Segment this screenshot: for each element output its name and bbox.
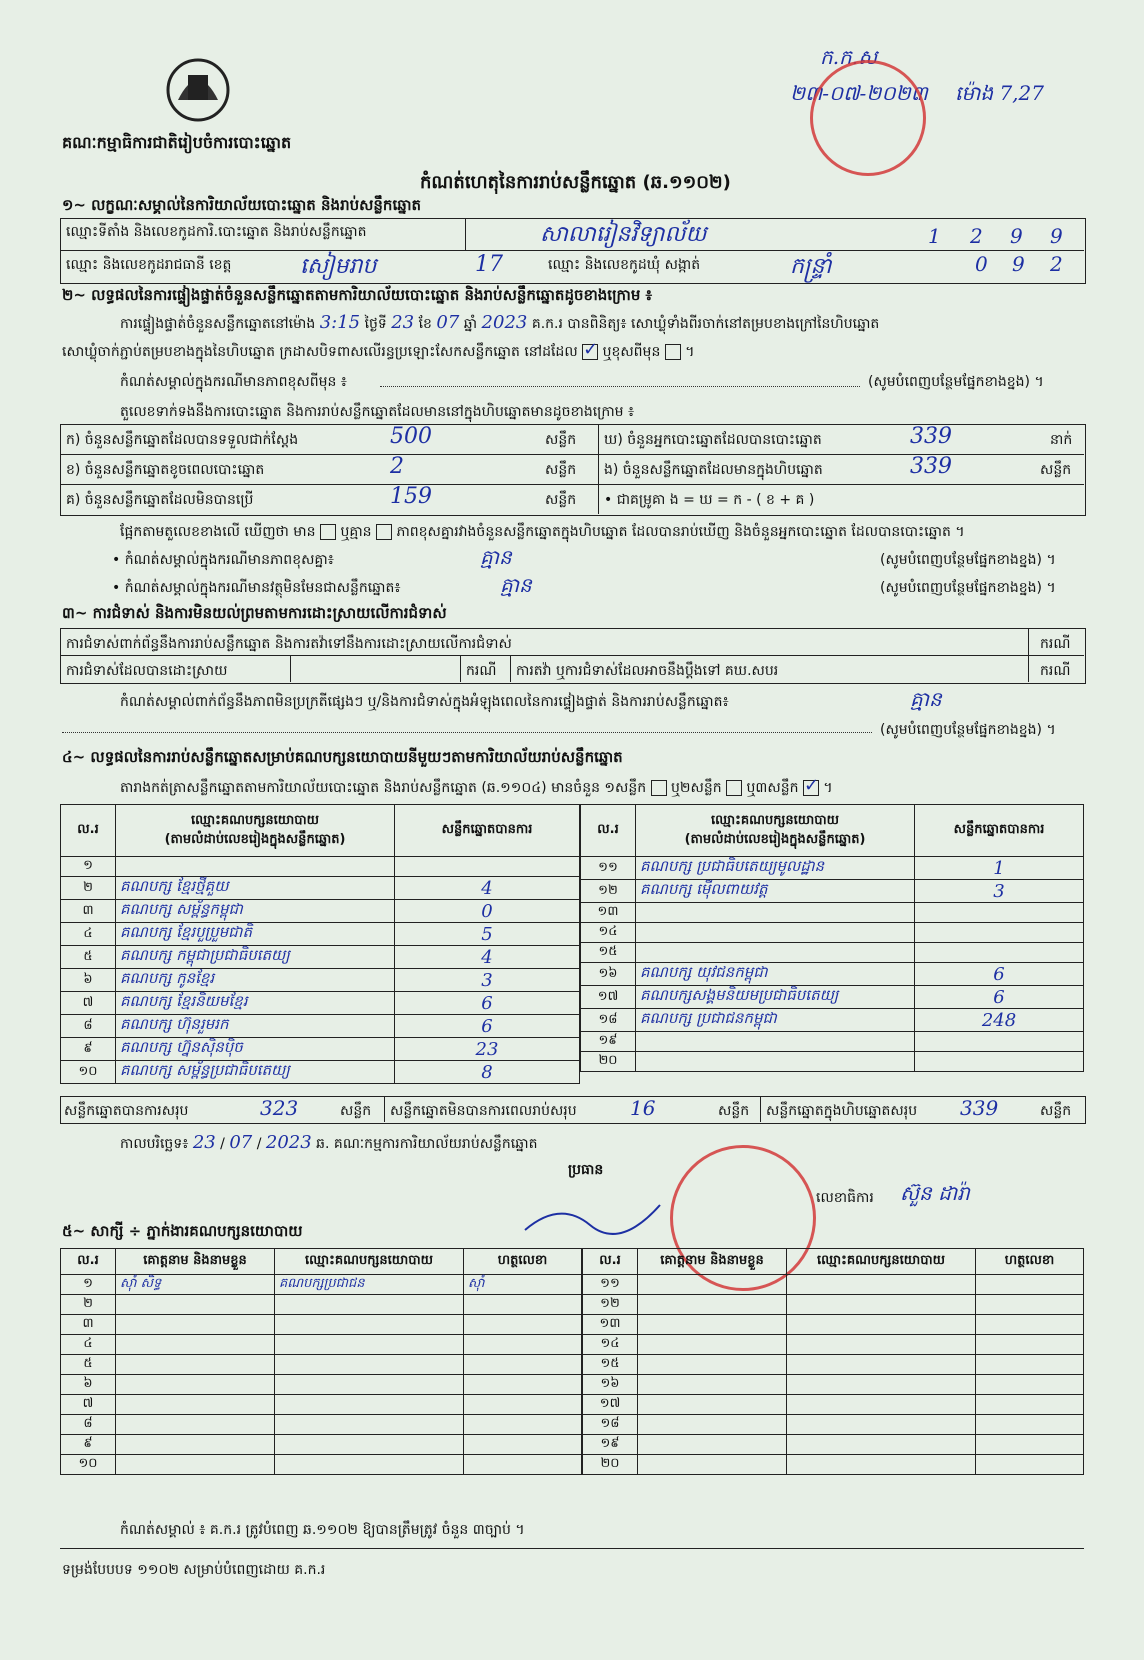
witness-row — [61, 1415, 582, 1435]
footer-note: កំណត់សម្គាល់ ៖ គ.ក.រ ត្រូវបំពេញ ឆ.១១០២ ឱ្យបានត្រឹមត្រូវ ចំនួន ៣ច្បាប់ ។ — [120, 1522, 525, 1538]
vote-count: 6 — [915, 986, 1084, 1009]
s4-sub: តារាងកត់ត្រាសន្លឹកឆ្នោតតាមការិយាល័យបោះឆ្នោត និងរាប់សន្លឹកឆ្នោត (ឆ.១១០៤) មានចំនួន ១សន្លឹក ឬ២សន្លឹក ឬ៣សន្លឹក ✓ ។ — [120, 778, 833, 799]
count-a-label: ក) ចំនួនសន្លឹកឆ្នោតដែលបានទទួលជាក់ស្តែង — [66, 432, 299, 448]
result-row — [61, 900, 580, 923]
count-a-value: 500 — [390, 424, 432, 449]
witness-no: ២០ — [583, 1455, 638, 1475]
witness-row — [61, 1335, 582, 1355]
witness-cell — [976, 1315, 1084, 1335]
witness-name — [116, 1455, 275, 1475]
witness-no: ៩ — [61, 1435, 116, 1455]
s3-note: កំណត់សម្គាល់ពាក់ព័ន្ធនឹងភាពមិនប្រក្រតីផ្សេងៗ ឬ/និងការជំទាស់ក្នុងអំឡុងពេលនៃការផ្ទៀងផ្ទាត់ និងការរាប់សន្លឹកឆ្នោត៖ — [120, 694, 729, 710]
witness-cell — [787, 1395, 976, 1415]
witness-party — [275, 1295, 464, 1315]
witness-name: ស៊ាំ សិទ្ធ — [116, 1275, 275, 1295]
count-e-label: ង) ចំនួនសន្លឹកឆ្នោតដែលមានក្នុងហិបឆ្នោត — [604, 462, 823, 478]
witness-row — [583, 1335, 1084, 1355]
check-day: 23 — [391, 312, 415, 333]
witness-sign — [464, 1355, 582, 1375]
witness-party — [275, 1455, 464, 1475]
chair-signature-icon — [520, 1190, 670, 1250]
chair-label: ប្រធាន — [568, 1162, 604, 1178]
witness-cell — [787, 1455, 976, 1475]
witness-cell — [787, 1375, 976, 1395]
witness-no: ១៩ — [583, 1435, 638, 1455]
witness-cell — [638, 1315, 787, 1335]
s3-note-value: គ្មាន — [910, 687, 942, 711]
s4-heading: ៤~ លទ្ធផលនៃការរាប់សន្លឹកឆ្នោតសម្រាប់គណបក្សនយោបាយនីមួយៗតាមការិយាល័យរាប់សន្លឹកឆ្នោត — [62, 748, 623, 766]
results-table-left: ល.រ ឈ្មោះគណបក្សនយោបាយ (តាមលំដាប់លេខរៀងក្នុងសន្លឹកឆ្នោត) សន្លឹកឆ្នោតបានការ ១ ២ គណបក្ស ខ្មែរថ្មីគួយ 4 ៣ គណបក្ស សម្ព័ន្ធកម្ពុជា 0 ៤ គណបក្ស ខ្មែរបួប្រួមជាតិ 5 ៥ គណបក្ស កម្ពុជាប្រជាធិបតេយ្យ 4 ៦ គណបក្ស កូនខ្មែរ 3 ៧ គណបក្ស ខ្មែរនិយមខ្មែរ 6 ៨ គណបក្ស ហ៊ុនរួមរក 6 ៩ គណបក្ស ហ្វ៊ុនស៊ិនប៉ិច 23 ១០ គណបក្ស សម្ព័ន្ធប្រជាធិបតេយ្យ 8 — [60, 804, 580, 1084]
result-row — [581, 857, 1084, 880]
witness-name — [116, 1415, 275, 1435]
secretary-name: ស៊ួន ដារ៉ា — [900, 1181, 970, 1205]
vote-count — [395, 857, 580, 877]
s3-heading: ៣~ ការជំទាស់ និងការមិនយល់ព្រមតាមការដោះស្រាយលើការជំទាស់ — [62, 604, 447, 622]
witness-row — [583, 1355, 1084, 1375]
vote-count — [915, 923, 1084, 943]
station-code-2: 2 — [970, 224, 983, 248]
result-row — [581, 1032, 1084, 1052]
witness-cell — [976, 1275, 1084, 1295]
party-name — [636, 943, 915, 963]
footer-form: ទម្រង់បែបបទ ១១០២ សម្រាប់បំពេញដោយ គ.ក.រ — [62, 1562, 326, 1578]
witness-cell — [976, 1415, 1084, 1435]
witness-cell — [638, 1295, 787, 1315]
witness-cell — [787, 1415, 976, 1435]
witness-row — [61, 1295, 582, 1315]
row-number: ១៥ — [581, 943, 636, 963]
province-label: ឈ្មោះ និងលេខកូដរាជធានី ខេត្ត — [66, 257, 232, 273]
witness-no: ២ — [61, 1295, 116, 1315]
witness-row — [583, 1375, 1084, 1395]
witness-cell — [976, 1295, 1084, 1315]
witness-row — [61, 1315, 582, 1335]
witness-no: ៤ — [61, 1335, 116, 1355]
row-number: ៨ — [61, 1015, 116, 1038]
vote-count: 0 — [395, 900, 580, 923]
witness-no: ១១ — [583, 1275, 638, 1295]
result-row — [581, 963, 1084, 986]
witness-name — [116, 1435, 275, 1455]
vote-count: 8 — [395, 1061, 580, 1084]
witness-row — [583, 1415, 1084, 1435]
vote-count: 248 — [915, 1009, 1084, 1032]
party-name — [636, 1032, 915, 1052]
witness-no: ១៤ — [583, 1335, 638, 1355]
witness-row — [583, 1395, 1084, 1415]
witness-sign — [464, 1455, 582, 1475]
party-name: គណបក្ស ប្រជាជនកម្ពុជា — [636, 1009, 915, 1032]
formula: • ជាគម្រូគា ង = ឃ = ក - ( ខ + គ ) — [604, 492, 815, 508]
result-row — [61, 946, 580, 969]
witness-cell — [787, 1275, 976, 1295]
witness-no: ១៥ — [583, 1355, 638, 1375]
row-number: ១៨ — [581, 1009, 636, 1032]
witness-no: ៧ — [61, 1395, 116, 1415]
row-number: ១០ — [61, 1061, 116, 1084]
witness-row — [583, 1275, 1084, 1295]
secretary-label: លេខាធិការ — [816, 1190, 874, 1206]
one-sheet-checkbox[interactable] — [651, 780, 667, 796]
row-number: ៩ — [61, 1038, 116, 1061]
witness-party — [275, 1375, 464, 1395]
witness-no: ១ — [61, 1275, 116, 1295]
witness-no: ១៨ — [583, 1415, 638, 1435]
province-code: 17 — [475, 252, 503, 277]
different-checkbox[interactable] — [665, 344, 681, 360]
witness-name — [116, 1375, 275, 1395]
result-row — [61, 1061, 580, 1084]
row-number: ៤ — [61, 923, 116, 946]
commune-code-3: 2 — [1050, 252, 1063, 276]
party-name — [116, 857, 395, 877]
row-number: ១៤ — [581, 923, 636, 943]
witness-name — [116, 1355, 275, 1375]
row-number: ៣ — [61, 900, 116, 923]
row-number: ២ — [61, 877, 116, 900]
witness-no: ៥ — [61, 1355, 116, 1375]
total-invalid: 16 — [630, 1096, 656, 1120]
row-number: ៧ — [61, 992, 116, 1015]
result-row — [581, 1009, 1084, 1032]
vote-count: 6 — [395, 1015, 580, 1038]
witness-name — [116, 1295, 275, 1315]
witness-row — [61, 1375, 582, 1395]
witness-sign — [464, 1315, 582, 1335]
s2-heading: ២~ លទ្ធផលនៃការផ្ទៀងផ្ទាត់ចំនួនសន្លឹកឆ្នោតតាមការិយាល័យបោះឆ្នោត និងរាប់សន្លឹកឆ្នោតដូចខាងក្រោម ៖ — [62, 286, 653, 304]
two-sheet-checkbox[interactable] — [726, 780, 742, 796]
s1-heading: ១~ លក្ខណៈសម្គាល់នៃការិយាល័យបោះឆ្នោត និងរាប់សន្លឹកឆ្នោត — [62, 196, 422, 214]
witness-no: ១៧ — [583, 1395, 638, 1415]
witness-row — [61, 1435, 582, 1455]
count-b-label: ខ) ចំនួនសន្លឹកឆ្នោតខូចពេលបោះឆ្នោត — [66, 462, 265, 478]
s2-intro: តួលេខទាក់ទងនឹងការបោះឆ្នោត និងការរាប់សន្លឹកឆ្នោតដែលមាននៅក្នុងហិបឆ្នោតមានដូចខាងក្រោម ៖ — [120, 404, 635, 420]
party-name — [636, 923, 915, 943]
count-d-label: ឃ) ចំនួនអ្នកបោះឆ្នោតដែលបានបោះឆ្នោត — [604, 432, 822, 448]
witness-row — [61, 1355, 582, 1375]
party-name: គណបក្សសង្គមនិយមប្រជាធិបតេយ្យ — [636, 986, 915, 1009]
witness-table-right: ល.រ គោត្តនាម និងនាមខ្លួន ឈ្មោះគណបក្សនយោបាយ ហត្ថលេខា ១១ ១២ ១៣ ១៤ ១៥ ១៦ ១៧ ១៨ ១៩ ២០ — [582, 1248, 1084, 1475]
witness-party: គណបក្សប្រជាជន — [275, 1275, 464, 1295]
witness-name — [116, 1335, 275, 1355]
witness-cell — [638, 1395, 787, 1415]
count-b-value: 2 — [390, 454, 404, 479]
top-time: ម៉ោង 7,27 — [955, 81, 1044, 105]
station-code-1: 1 — [928, 224, 941, 248]
witness-row — [61, 1275, 582, 1295]
witness-sign — [464, 1415, 582, 1435]
vote-count: 1 — [915, 857, 1084, 880]
count-c-value: 159 — [390, 484, 432, 509]
vote-count: 3 — [395, 969, 580, 992]
bullet2-value: គ្មាន — [500, 573, 532, 597]
witness-no: ១២ — [583, 1295, 638, 1315]
witness-no: ១៦ — [583, 1375, 638, 1395]
witness-party — [275, 1415, 464, 1435]
row-number: ៥ — [61, 946, 116, 969]
witness-row — [583, 1455, 1084, 1475]
vote-count: 4 — [395, 946, 580, 969]
row-number: ២០ — [581, 1052, 636, 1072]
same-checkbox[interactable] — [582, 344, 598, 360]
vote-count: 5 — [395, 923, 580, 946]
witness-cell — [638, 1455, 787, 1475]
witness-cell — [638, 1415, 787, 1435]
witness-name — [116, 1315, 275, 1335]
witness-cell — [976, 1375, 1084, 1395]
result-row — [581, 923, 1084, 943]
vote-count — [915, 1052, 1084, 1072]
witness-cell — [787, 1295, 976, 1315]
witness-sign — [464, 1435, 582, 1455]
witness-table-left: ល.រ គោត្តនាម និងនាមខ្លួន ឈ្មោះគណបក្សនយោបាយ ហត្ថលេខា ១ ស៊ាំ សិទ្ធ គណបក្សប្រជាជន ស៊ាំ ២ ៣ ៤ ៥ ៦ ៧ ៨ ៩ ១០ — [60, 1248, 582, 1475]
witness-row — [61, 1395, 582, 1415]
result-row — [61, 992, 580, 1015]
result-row — [581, 1052, 1084, 1072]
count-d-value: 339 — [910, 424, 952, 449]
top-note: ក.ក.ស — [820, 45, 878, 69]
vote-count: 6 — [395, 992, 580, 1015]
province-value: សៀមរាប — [300, 254, 377, 279]
form-page: គណៈកម្មាធិការជាតិរៀបចំការបោះឆ្នោត កំណត់ហេតុនៃការរាប់សន្លឹកឆ្នោត (ឆ.១១០២) ក.ក.ស ២៣-០៧-២០២៣ ម៉ោង 7,27 ១~ លក្ខណៈសម្គាល់នៃការិយាល័យបោះឆ្នោត និងរាប់សន្លឹកឆ្នោត ឈ្មោះទីតាំង និងលេខកូដការិ.បោះឆ្នោត និងរាប់សន្លឹកឆ្នោត សាលារៀនវិទ្យាល័យ 1 2 9 9 ឈ្មោះ និងលេខកូដរាជធានី ខេត្ត សៀមរាប 17 ឈ្មោះ និងលេខកូដឃុំ សង្កាត់ កន្ទ្រាំ 0 9 2 ២~ លទ្ធផលនៃការផ្ទៀងផ្ទាត់ចំនួនសន្លឹកឆ្នោតតាមការិយាល័យបោះឆ្នោត និងរាប់សន្លឹកឆ្នោតដូចខាងក្រោម ៖ ការផ្ទៀងផ្ទាត់ចំនួនសន្លឹកឆ្នោតនៅម៉ោង 3:15 ថ្ងៃទី 23 ខែ 07 ឆ្នាំ 2023 គ.ក.រ បានពិនិត្យ៖ សោឃ្លុំទាំងពីរចាក់នៅតម្របខាងក្រៅនៃហិបឆ្នោត សោឃ្លុំចាក់ភ្ជាប់តម្របខាងក្នុងនៃហិបឆ្នោត ក្រដាសបិទពាសលើរន្ធប្រឡោះសែកសន្លឹកឆ្នោត នៅដដែល ✓ ឬខុសពីមុន ។ កំណត់សម្គាល់ក្នុងករណីមានភាពខុសពីមុន ៖ (សូមបំពេញបន្ថែមផ្នែកខាងខ្នង) ។ តួលេខទាក់ទងនឹងការបោះឆ្នោត និងការរាប់សន្លឹកឆ្នោតដែលមាននៅក្នុងហិបឆ្នោតមានដូចខាងក្រោម ៖ ក) ចំនួនសន្លឹកឆ្នោតដែលបានទទួលជាក់ស្តែង 500 សន្លឹក ខ) ចំនួនសន្លឹកឆ្នោតខូចពេលបោះឆ្នោត 2 សន្លឹក គ) ចំនួនសន្លឹកឆ្នោតដែលមិនបានប្រើ 159 សន្លឹក ឃ) ចំនួនអ្នកបោះឆ្នោតដែលបានបោះឆ្នោត 339 នាក់ ង) ចំនួនសន្លឹកឆ្នោតដែលមានក្នុងហិបឆ្នោត 339 សន្លឹក • ជាគម្រូគា ង = ឃ = ក - ( ខ + គ ) ផ្អែកតាមតួលេខខាងលើ ឃើញថា មាន ឬគ្មាន ភាពខុសគ្នារវាងចំនួនសន្លឹកឆ្នោតក្នុងហិបឆ្នោត ដែលបានរាប់ឃើញ និងចំនួនអ្នកបោះឆ្នោត ដែលបានបោះឆ្នោត ។ • កំណត់សម្គាល់ក្នុងករណីមានភាពខុសគ្នា៖ គ្មាន (សូមបំពេញបន្ថែមផ្នែកខាងខ្នង) ។ • កំណត់សម្គាល់ក្នុងករណីមានវត្ថុមិនមែនជាសន្លឹកឆ្នោត៖ គ្មាន (សូមបំពេញបន្ថែមផ្នែកខាងខ្នង) ។ ៣~ ការជំទាស់ និងការមិនយល់ព្រមតាមការដោះស្រាយលើការជំទាស់ ការជំទាស់ពាក់ព័ន្ធនឹងការរាប់សន្លឹកឆ្នោត និងការតវ៉ាទៅនឹងការដោះស្រាយលើការជំទាស់ ករណី ការជំទាស់ដែលបានដោះស្រាយ ករណី ការតវ៉ា ឬការជំទាស់ដែលអាចនឹងប្តឹងទៅ គឃ.សបរ ករណី កំណត់សម្គាល់ពាក់ព័ន្ធនឹងភាពមិនប្រក្រតីផ្សេងៗ ឬ/និងការជំទាស់ក្នុងអំឡុងពេលនៃការផ្ទៀងផ្ទាត់ និងការរាប់សន្លឹកឆ្នោត៖ គ្មាន (សូមបំពេញបន្ថែមផ្នែកខាងខ្នង) ។ ៤~ លទ្ធផលនៃការរាប់សន្លឹកឆ្នោតសម្រាប់គណបក្សនយោបាយនីមួយៗតាមការិយាល័យរាប់សន្លឹកឆ្នោត តារាងកត់ត្រាសន្លឹកឆ្នោតតាមការិយាល័យបោះឆ្នោត និងរាប់សន្លឹកឆ្នោត (ឆ.១១០៤) មានចំនួន ១សន្លឹក ឬ២សន្លឹក ឬ៣សន្លឹក ✓ ។ ល.រ ឈ្មោះគណបក្សនយោបាយ (តាមលំដាប់លេខរៀងក្នុងសន្លឹកឆ្នោត) សន្លឹកឆ្នោតបានការ ១ ២ គណបក្ស ខ្មែរថ្មីគួយ 4 ៣ គណបក្ស សម្ព័ន្ធកម្ពុជា 0 ៤ គណបក្ស ខ្មែរបួប្រួមជាតិ 5 ៥ គណបក្ស កម្ពុជាប្រជាធិបតេយ្យ 4 ៦ គណបក្ស កូនខ្មែរ 3 ៧ គណបក្ស ខ្មែរនិយមខ្មែរ 6 ៨ គណបក្ស ហ៊ុនរួមរក 6 ៩ គណបក្ស ហ្វ៊ុនស៊ិនប៉ិច 23 ១០ គណបក្ស សម្ព័ន្ធប្រជាធិបតេយ្យ 8 ល.រ ឈ្មោះគណបក្សនយោបាយ (តាមលំដាប់លេខរៀងក្នុងសន្លឹកឆ្នោត) សន្លឹកឆ្នោតបានការ ១១ គណបក្ស ប្រជាធិបតេយ្យមូលដ្ឋាន 1 ១២ គណបក្ស ម៉ើលពាយវត្ត 3 ១៣ ១៤ ១៥ ១៦ គណបក្ស យុវជនកម្ពុជា 6 ១៧ គណបក្សសង្គមនិយមប្រជាធិបតេយ្យ 6 ១៨ គណបក្ស ប្រជាជនកម្ពុជា 248 ១៩ ២០ សន្លឹកឆ្នោតបានការសរុប 323 សន្លឹក សន្លឹកឆ្នោតមិនបានការពេលរាប់សរុប 16 សន្លឹក សន្លឹកឆ្នោតក្នុងហិបឆ្នោតសរុប 339 សន្លឹក កាលបរិច្ឆេទ៖ 23 / 07 / 2023 ឆ. គណៈកម្មការការិយាល័យរាប់សន្លឹកឆ្នោត ប្រធាន លេខាធិការ ស៊ួន ដារ៉ា ៥~ សាក្សី ÷ ភ្នាក់ងារគណបក្សនយោបាយ ល.រ គោត្តនាម និងនាមខ្លួន ឈ្មោះគណបក្សនយោបាយ ហត្ថលេខា ១ ស៊ាំ សិទ្ធ គណបក្សប្រជាជន ស៊ាំ ២ ៣ ៤ ៥ ៦ ៧ ៨ ៩ ១០ ល.រ គោត្តនាម និងនាមខ្លួន ឈ្មោះគណបក្សនយោបាយ ហត្ថលេខា ១១ ១២ ១៣ ១៤ ១៥ ១៦ ១៧ ១៨ ១៩ ២០ កំណត់សម្គាល់ ៖ គ.ក.រ ត្រូវបំពេញ ឆ.១១០២ ឱ្យបានត្រឹមត្រូវ ចំនួន ៣ច្បាប់ ។ ទម្រង់បែបបទ ១១០២ សម្រាប់បំពេញដោយ គ.ក.រ — [0, 0, 1144, 1660]
vote-count: 23 — [395, 1038, 580, 1061]
witness-cell — [638, 1375, 787, 1395]
witness-cell — [976, 1355, 1084, 1375]
party-name: គណបក្ស សម្ព័ន្ធកម្ពុជា — [116, 900, 395, 923]
party-name: គណបក្ស កម្ពុជាប្រជាធិបតេយ្យ — [116, 946, 395, 969]
vote-count — [915, 1032, 1084, 1052]
commune-code-1: 0 — [975, 252, 988, 276]
station-code-3: 9 — [1010, 224, 1023, 248]
result-row — [581, 986, 1084, 1009]
witness-sign: ស៊ាំ — [464, 1275, 582, 1295]
official-stamp-top — [810, 60, 926, 176]
note1: កំណត់សម្គាល់ក្នុងករណីមានភាពខុសពីមុន ៖ — [120, 374, 347, 390]
result-row — [61, 877, 580, 900]
check-year: 2023 — [481, 312, 528, 333]
witness-cell — [976, 1455, 1084, 1475]
party-name: គណបក្ស សម្ព័ន្ធប្រជាធិបតេយ្យ — [116, 1061, 395, 1084]
witness-party — [275, 1335, 464, 1355]
witness-cell — [638, 1275, 787, 1295]
party-name: គណបក្ស យុវជនកម្ពុជា — [636, 963, 915, 986]
station-code-4: 9 — [1050, 224, 1063, 248]
results-table-right: ល.រ ឈ្មោះគណបក្សនយោបាយ (តាមលំដាប់លេខរៀងក្នុងសន្លឹកឆ្នោត) សន្លឹកឆ្នោតបានការ ១១ គណបក្ស ប្រជាធិបតេយ្យមូលដ្ឋាន 1 ១២ គណបក្ស ម៉ើលពាយវត្ត 3 ១៣ ១៤ ១៥ ១៦ គណបក្ស យុវជនកម្ពុជា 6 ១៧ គណបក្សសង្គមនិយមប្រជាធិបតេយ្យ 6 ១៨ គណបក្ស ប្រជាជនកម្ពុជា 248 ១៩ ២០ — [580, 804, 1084, 1072]
witness-cell — [638, 1435, 787, 1455]
row-number: ១៩ — [581, 1032, 636, 1052]
result-row — [581, 880, 1084, 903]
bullet1: • កំណត់សម្គាល់ក្នុងករណីមានភាពខុសគ្នា៖ — [112, 552, 334, 568]
witness-party — [275, 1355, 464, 1375]
total-box: 339 — [960, 1096, 999, 1120]
party-name: គណបក្ស ប្រជាធិបតេយ្យមូលដ្ឋាន — [636, 857, 915, 880]
witness-no: ១៣ — [583, 1315, 638, 1335]
witness-row — [61, 1455, 582, 1475]
check-time: 3:15 — [319, 312, 361, 333]
form-title: កំណត់ហេតុនៃការរាប់សន្លឹកឆ្នោត (ឆ.១១០២) — [420, 172, 731, 193]
vote-count: 3 — [915, 880, 1084, 903]
result-row — [61, 923, 580, 946]
row-number: ៦ — [61, 969, 116, 992]
has-difference-checkbox[interactable] — [320, 524, 336, 540]
s2-line1: ការផ្ទៀងផ្ទាត់ចំនួនសន្លឹកឆ្នោតនៅម៉ោង 3:15 ថ្ងៃទី 23 ខែ 07 ឆ្នាំ 2023 គ.ក.រ បានពិនិត្យ៖ សោឃ្លុំទាំងពីរចាក់នៅតម្របខាងក្រៅនៃហិបឆ្នោត — [120, 312, 880, 333]
party-name: គណបក្ស ខ្មែរបួប្រួមជាតិ — [116, 923, 395, 946]
witness-sign — [464, 1295, 582, 1315]
check-month: 07 — [436, 312, 460, 333]
witness-cell — [787, 1435, 976, 1455]
no-difference-checkbox[interactable] — [376, 524, 392, 540]
witness-sign — [464, 1375, 582, 1395]
vote-count: 6 — [915, 963, 1084, 986]
witness-sign — [464, 1335, 582, 1355]
witness-cell — [787, 1335, 976, 1355]
witness-cell — [787, 1315, 976, 1335]
emblem-icon — [158, 55, 238, 125]
count-c-label: គ) ចំនួនសន្លឹកឆ្នោតដែលមិនបានប្រើ — [66, 492, 254, 508]
witness-row — [583, 1435, 1084, 1455]
result-row — [581, 943, 1084, 963]
party-name: គណបក្ស ហ្វ៊ុនស៊ិនប៉ិច — [116, 1038, 395, 1061]
witness-cell — [638, 1335, 787, 1355]
vote-count — [915, 903, 1084, 923]
witness-party — [275, 1395, 464, 1415]
result-row — [61, 1038, 580, 1061]
witness-cell — [638, 1355, 787, 1375]
party-name — [636, 903, 915, 923]
witness-no: ១០ — [61, 1455, 116, 1475]
witness-cell — [976, 1335, 1084, 1355]
s2-check-line: ផ្អែកតាមតួលេខខាងលើ ឃើញថា មាន ឬគ្មាន ភាពខុសគ្នារវាងចំនួនសន្លឹកឆ្នោតក្នុងហិបឆ្នោត ដែលបានរាប់ឃើញ និងចំនួនអ្នកបោះឆ្នោត ដែលបានបោះឆ្នោត ។ — [120, 524, 965, 540]
vote-count — [915, 943, 1084, 963]
witness-cell — [976, 1435, 1084, 1455]
party-name: គណបក្ស ខ្មែរនិយមខ្មែរ — [116, 992, 395, 1015]
row-number: ១ — [61, 857, 116, 877]
party-name: គណបក្ស ហ៊ុនរួមរក — [116, 1015, 395, 1038]
bullet1-value: គ្មាន — [480, 545, 512, 569]
witness-name — [116, 1395, 275, 1415]
vote-count: 4 — [395, 877, 580, 900]
s2-line2: សោឃ្លុំចាក់ភ្ជាប់តម្របខាងក្នុងនៃហិបឆ្នោត ក្រដាសបិទពាសលើរន្ធប្រឡោះសែកសន្លឹកឆ្នោត នៅដដែល ✓ ឬខុសពីមុន ។ — [62, 342, 694, 363]
party-name — [636, 1052, 915, 1072]
row-number: ១៣ — [581, 903, 636, 923]
station-value: សាលារៀនវិទ្យាល័យ — [540, 222, 707, 247]
row-number: ១៧ — [581, 986, 636, 1009]
result-row — [61, 969, 580, 992]
witness-row — [583, 1295, 1084, 1315]
party-name: គណបក្ស ខ្មែរថ្មីគួយ — [116, 877, 395, 900]
row-number: ១២ — [581, 880, 636, 903]
row-number: ១៦ — [581, 963, 636, 986]
commune-label: ឈ្មោះ និងលេខកូដឃុំ សង្កាត់ — [548, 257, 701, 273]
row-number: ១១ — [581, 857, 636, 880]
witness-no: ៦ — [61, 1375, 116, 1395]
station-label: ឈ្មោះទីតាំង និងលេខកូដការិ.បោះឆ្នោត និងរាប់សន្លឹកឆ្នោត — [66, 224, 367, 240]
s5-heading: ៥~ សាក្សី ÷ ភ្នាក់ងារគណបក្សនយោបាយ — [62, 1222, 303, 1240]
three-sheet-checkbox[interactable] — [803, 780, 819, 796]
commune-value: កន្ទ្រាំ — [790, 254, 832, 279]
witness-party — [275, 1435, 464, 1455]
count-e-value: 339 — [910, 454, 952, 479]
party-name: គណបក្ស ម៉ើលពាយវត្ត — [636, 880, 915, 903]
org-name: គណៈកម្មាធិការជាតិរៀបចំការបោះឆ្នោត — [62, 133, 292, 152]
bullet2: • កំណត់សម្គាល់ក្នុងករណីមានវត្ថុមិនមែនជាសន្លឹកឆ្នោត៖ — [112, 580, 401, 596]
witness-cell — [787, 1355, 976, 1375]
witness-row — [583, 1315, 1084, 1335]
result-row — [61, 1015, 580, 1038]
witness-sign — [464, 1395, 582, 1415]
witness-party — [275, 1315, 464, 1335]
witness-no: ៣ — [61, 1315, 116, 1335]
witness-no: ៨ — [61, 1415, 116, 1435]
result-row — [581, 903, 1084, 923]
commune-code-2: 9 — [1012, 252, 1025, 276]
party-name: គណបក្ស កូនខ្មែរ — [116, 969, 395, 992]
witness-cell — [976, 1395, 1084, 1415]
top-date: ២៣-០៧-២០២៣ — [790, 81, 928, 105]
date-line: កាលបរិច្ឆេទ៖ 23 / 07 / 2023 ឆ. គណៈកម្មការការិយាល័យរាប់សន្លឹកឆ្នោត — [120, 1132, 538, 1153]
result-row — [61, 857, 580, 877]
total-valid: 323 — [260, 1096, 299, 1120]
note1-tail: (សូមបំពេញបន្ថែមផ្នែកខាងខ្នង) ។ — [868, 374, 1044, 390]
